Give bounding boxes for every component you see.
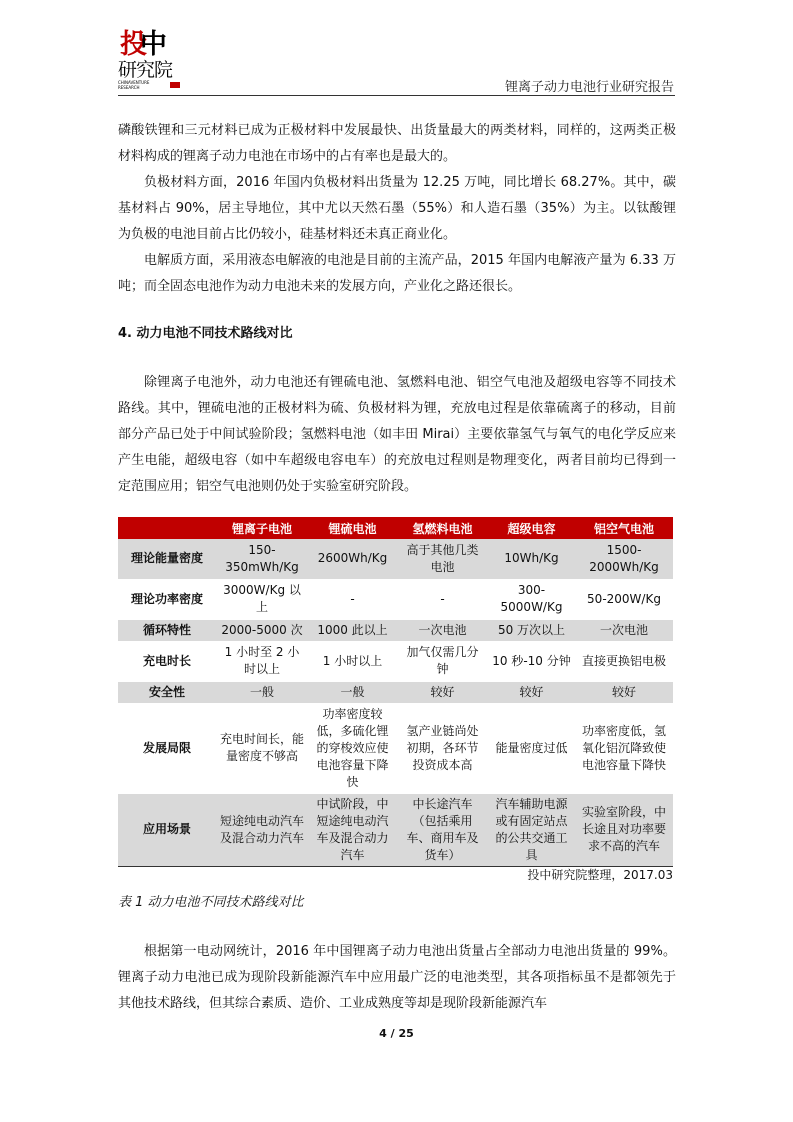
row-label: 理论能量密度	[118, 539, 216, 579]
logo-char-black: 中	[140, 29, 167, 60]
table-cell: 50 万次以上	[488, 619, 575, 641]
table-cell: 一次电池	[397, 619, 488, 641]
row-label: 发展局限	[118, 703, 216, 793]
paragraph-cathode: 磷酸铁锂和三元材料已成为正极材料中发展最快、出货量最大的两类材料，同样的，这两类正极材料构成的锂离子动力电池在市场中的占有率也是最大的。	[118, 123, 676, 164]
table-cell: 较好	[397, 681, 488, 703]
page-number: 4 / 25	[379, 1027, 414, 1040]
table-row	[118, 579, 673, 619]
table-cell: 功率密度较低，多硫化锂的穿梭效应使电池容量下降快	[308, 703, 397, 793]
row-label: 安全性	[118, 681, 216, 703]
table-header-cell: 氢燃料电池	[397, 517, 488, 539]
table-row	[118, 641, 673, 681]
table-cell: 10Wh/Kg	[488, 539, 575, 579]
logo-char-red: 投	[120, 29, 145, 60]
table-cell: 150-350mWh/Kg	[216, 539, 308, 579]
row-label: 充电时长	[118, 641, 216, 681]
section-heading: 4. 动力电池不同技术路线对比	[118, 326, 293, 341]
table-header-row	[118, 517, 673, 539]
table-cell: 较好	[488, 681, 575, 703]
table-row	[118, 619, 673, 641]
table-cell: 加气仅需几分钟	[397, 641, 488, 681]
table-header-cell: 锂硫电池	[308, 517, 397, 539]
table-cell: 实验室阶段，中长途且对功率要求不高的汽车	[575, 793, 673, 866]
table-header-cell	[118, 517, 216, 539]
report-title: 锂离子动力电池行业研究报告	[504, 80, 674, 95]
table-cell: 2000-5000 次	[216, 619, 308, 641]
table-header-cell: 锂离子电池	[216, 517, 308, 539]
row-label: 理论功率密度	[118, 579, 216, 619]
logo	[118, 30, 188, 92]
table-cell: 直接更换铝电极	[575, 641, 673, 681]
logo-red-bar	[170, 82, 180, 88]
paragraph-market-share: 根据第一电动网统计，2016 年中国锂离子动力电池出货量占全部动力电池出货量的 99%。锂离子动力电池已成为现阶段新能源汽车中应用最广泛的电池类型，其各项指标虽不是都领先于其他技术路线，但其综合素质、造价、工业成熟度等却是现阶段新能源汽车	[118, 944, 676, 1011]
table-cell: 中长途汽车（包括乘用车、商用车及货车）	[397, 793, 488, 866]
table-cell: -	[397, 579, 488, 619]
row-label: 应用场景	[118, 793, 216, 866]
table-cell: 10 秒-10 分钟	[488, 641, 575, 681]
table-cell: 功率密度低，氢氧化铝沉降致使电池容量下降快	[575, 703, 673, 793]
logo-english: CHINAVENTURE RESEARCH	[118, 80, 150, 90]
header-divider	[118, 95, 675, 96]
table-cell: 2600Wh/Kg	[308, 539, 397, 579]
table-cell: 一般	[308, 681, 397, 703]
row-label: 循环特性	[118, 619, 216, 641]
table-cell: 50-200W/Kg	[575, 579, 673, 619]
table-cell: 短途纯电动汽车及混合动力汽车	[216, 793, 308, 866]
table-header-cell: 超级电容	[488, 517, 575, 539]
table-cell: 充电时间长，能量密度不够高	[216, 703, 308, 793]
paragraph-electrolyte: 电解质方面，采用液态电解液的电池是目前的主流产品，2015 年国内电解液产量为 6.33 万吨；而全固态电池作为动力电池未来的发展方向，产业化之路还很长。	[118, 253, 676, 294]
table-row	[118, 681, 673, 703]
table-cell: 汽车辅助电源或有固定站点的公共交通工具	[488, 793, 575, 866]
table-cell: 3000W/Kg 以上	[216, 579, 308, 619]
table-cell: 1 小时至 2 小时以上	[216, 641, 308, 681]
table-cell: 1 小时以上	[308, 641, 397, 681]
logo-subtitle: 研究院	[118, 59, 173, 81]
table-cell: 一般	[216, 681, 308, 703]
table-cell: 高于其他几类电池	[397, 539, 488, 579]
table-row	[118, 793, 673, 866]
table-cell: 中试阶段，中短途纯电动汽车及混合动力汽车	[308, 793, 397, 866]
paragraph-tech-routes: 除锂离子电池外，动力电池还有锂硫电池、氢燃料电池、铝空气电池及超级电容等不同技术路线。其中，锂硫电池的正极材料为硫、负极材料为锂，充放电过程是依靠硫离子的移动，目前部分产品已处于中间试验阶段；氢燃料电池（如丰田 Mirai）主要依靠氢气与氧气的电化学反应来产生电能，超级电容（如中车超级电容电车）的充放电过程则是物理变化，两者目前均已得到一定范围应用；铝空气电池则仍处于实验室研究阶段。	[118, 375, 676, 494]
table-caption: 表 1 动力电池不同技术路线对比	[118, 895, 304, 910]
table-cell: 一次电池	[575, 619, 673, 641]
comparison-table	[118, 517, 673, 867]
table-cell: 300-5000W/Kg	[488, 579, 575, 619]
table-cell: 1500-2000Wh/Kg	[575, 539, 673, 579]
table-cell: 氢产业链尚处初期，各环节投资成本高	[397, 703, 488, 793]
table-row	[118, 703, 673, 793]
table-cell: 1000 此以上	[308, 619, 397, 641]
table-cell: 较好	[575, 681, 673, 703]
paragraph-anode: 负极材料方面，2016 年国内负极材料出货量为 12.25 万吨，同比增长 68.27%。其中，碳基材料占 90%，居主导地位，其中尤以天然石墨（55%）和人造石墨（35%）为主。以钛酸锂为负极的电池目前占比仍较小，硅基材料还未真正商业化。	[118, 175, 676, 242]
table-row	[118, 539, 673, 579]
table-cell: 能量密度过低	[488, 703, 575, 793]
table-cell: -	[308, 579, 397, 619]
table-source: 投中研究院整理，2017.03	[527, 868, 673, 882]
table-header-cell: 铝空气电池	[575, 517, 673, 539]
